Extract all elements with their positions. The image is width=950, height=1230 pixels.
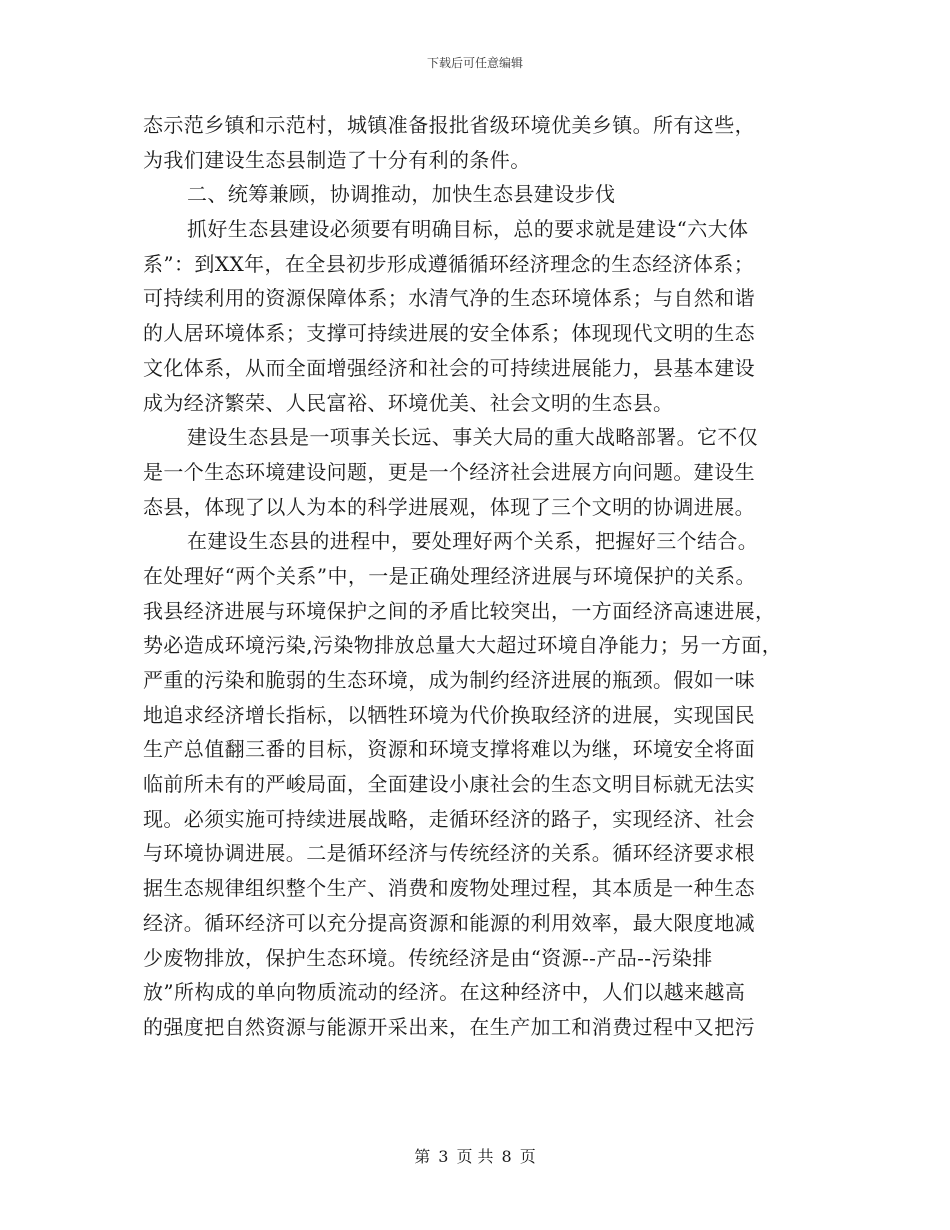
text-line: 我县经济进展与环境保护之间的矛盾比较突出，一方面经济高速进展，	[143, 598, 776, 623]
page-footer	[0, 1144, 950, 1167]
text-line: 文化体系，从而全面增强经济和社会的可持续进展能力，县基本建设	[143, 355, 755, 380]
text-line: 势必造成环境污染,污染物排放总量大大超过环境自净能力；另一方面，	[143, 633, 783, 658]
text-line: 严重的污染和脆弱的生态环境，成为制约经济进展的瓶颈。假如一味	[143, 668, 755, 692]
text-line: 经济。循环经济可以充分提高资源和能源的利用效率，最大限度地减	[143, 910, 755, 935]
text-line: 临前所未有的严峻局面，全面建设小康社会的生态文明目标就无法实	[143, 772, 755, 797]
text-line: 生产总值翻三番的目标，资源和环境支撑将难以为继，环境安全将面	[143, 737, 755, 762]
footer-page-number: 3	[438, 1147, 449, 1166]
text-line: 抓好生态县建设必须要有明确目标，总的要求就是建设“六大体	[187, 217, 749, 242]
text-line: 建设生态县是一项事关长远、事关大局的重大战略部署。它不仅	[187, 425, 759, 450]
text-line: 在处理好“两个关系”中，一是正确处理经济进展与环境保护的关系。	[143, 563, 756, 588]
text-line: 成为经济繁荣、人民富裕、环境优美、社会文明的生态县。	[143, 390, 674, 415]
text-line: 地追求经济增长指标，以牺牲环境为代价换取经济的进展，实现国民	[143, 702, 755, 727]
text-line: 可持续利用的资源保障体系；水清气净的生态环境体系；与自然和谐	[143, 286, 755, 311]
text-line: 与环境协调进展。二是循环经济与传统经济的关系。循环经济要求根	[143, 841, 755, 866]
text-line: 现。必须实施可持续进展战略，走循环经济的路子，实现经济、社会	[143, 806, 755, 831]
header-note: 下载后可任意编辑	[426, 56, 523, 70]
text-line: 为我们建设生态县制造了十分有利的条件。	[143, 147, 531, 172]
text-line: 二、统筹兼顾，协调推动，加快生态县建设步伐	[187, 182, 616, 207]
footer-suffix: 页	[519, 1147, 536, 1166]
text-line: 在建设生态县的进程中，要处理好两个关系，把握好三个结合。	[187, 529, 759, 554]
text-line: 的强度把自然资源与能源开采出来，在生产加工和消费过程中又把污	[143, 1014, 755, 1039]
footer-prefix: 第	[414, 1147, 431, 1166]
document-body	[143, 108, 813, 1045]
text-line: 是一个生态环境建设问题，更是一个经济社会进展方向问题。建设生	[143, 459, 755, 484]
text-line: 的人居环境体系；支撑可持续进展的安全体系；体现现代文明的生态	[143, 321, 755, 346]
footer-middle: 页 共	[456, 1147, 494, 1166]
text-line: 放”所构成的单向物质流动的经济。在这种经济中，人们以越来越高	[143, 980, 746, 1005]
text-line: 态示范乡镇和示范村，城镇准备报批省级环境优美乡镇。所有这些，	[143, 113, 755, 137]
text-line: 少废物排放，保护生态环境。传统经济是由“资源--产品--污染排	[143, 945, 713, 970]
footer-total-pages: 8	[501, 1147, 512, 1166]
text-line: 态县，体现了以人为本的科学进展观，体现了三个文明的协调进展。	[143, 494, 755, 519]
text-line: 据生态规律组织整个生产、消费和废物处理过程，其本质是一种生态	[143, 876, 755, 901]
text-line: 系”：到XX年，在全县初步形成遵循循环经济理念的生态经济体系；	[143, 251, 755, 276]
